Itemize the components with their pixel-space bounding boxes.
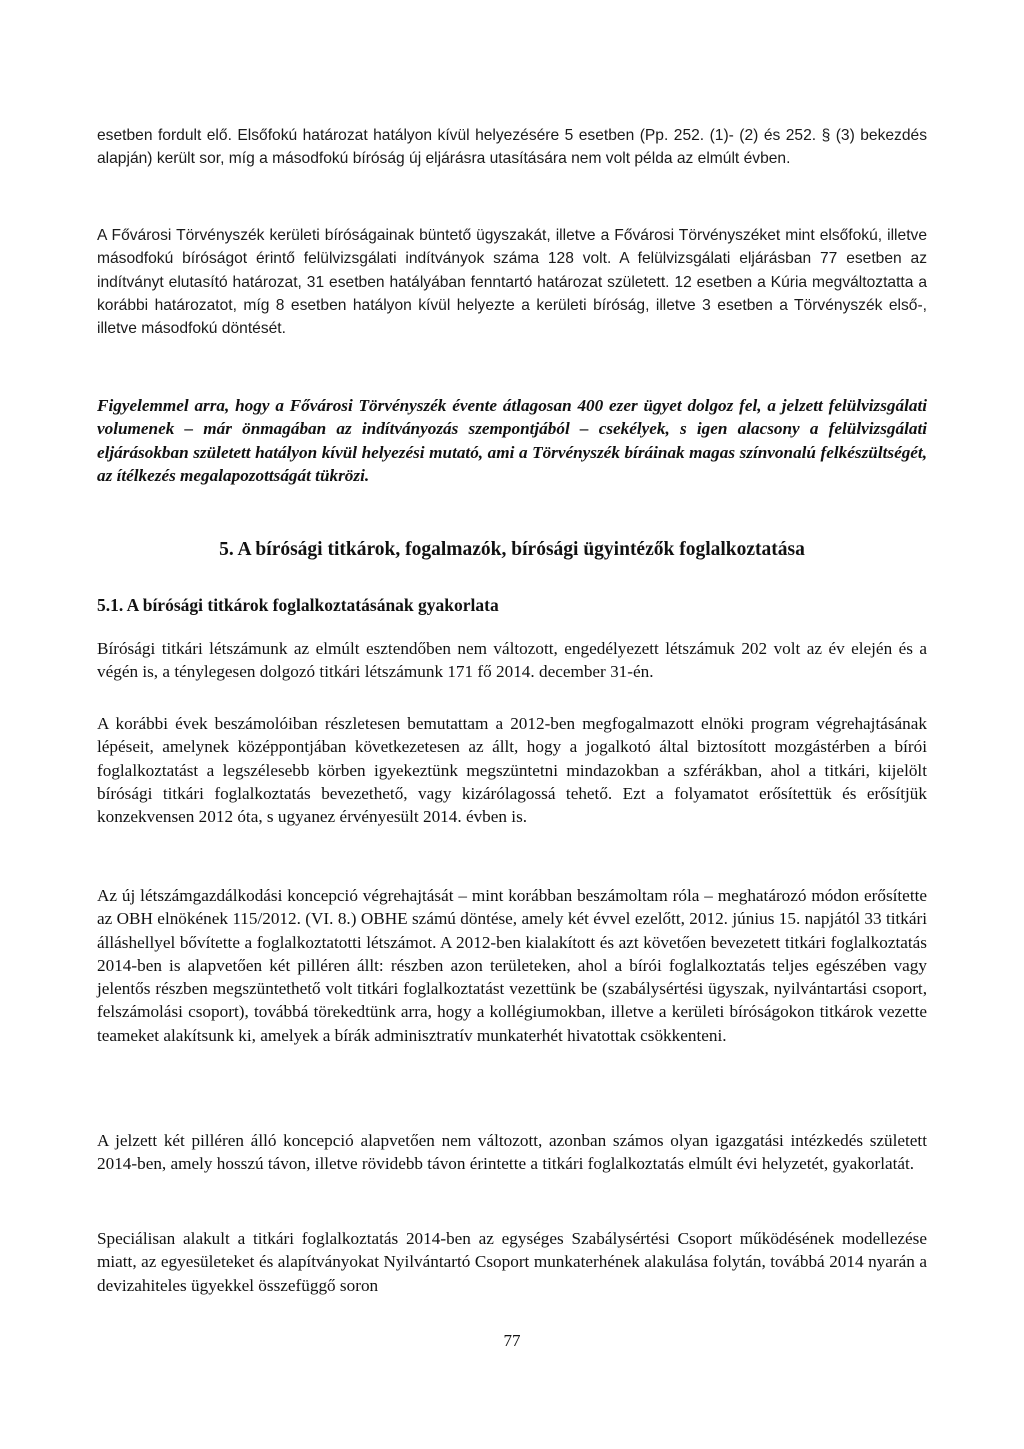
paragraph-presidential-program: A korábbi évek beszámolóiban részletesen bemutattam a 2012-ben megfogalmazott elnöki program végrehajtásának lépéseit, amelynek középpontjában következetesen az állt, hogy a jogalkotó által biztosított mozgástérben a bírói foglalkoztatást a legszélesebb körben igyekeztünk megszüntetni mindazokban a szférákban, ahol a titkári, kijelölt bírósági titkári foglalkoztatás bevezethető, vagy kizárólagossá tehető. Ezt a folyamatot erősítettük és erősítjük konzekvensen 2012 óta, s ugyanez érvényesült 2014. évben is.: [97, 714, 927, 827]
paragraph-review-motions-statistics: A Fővárosi Törvényszék kerületi bíróságainak büntető ügyszakát, illetve a Fővárosi Törvényszéket mint elsőfokú, illetve másodfokú bíróságot érintő felülvizsgálati indítványok száma 128 volt. A felülvizsgálati eljárásban 77 esetben az indítványt elutasító határozat, 31 esetben hatályában fenntartó határozat született. 12 esetben a Kúria megváltoztatta a korábbi határozatot, míg 8 esetben hatályon kívül helyezte a kerületi bíróság, illetve 3 esetben a Törvényszék első-, illetve másodfokú döntését.: [97, 227, 927, 338]
page-number: 77: [503, 1331, 521, 1350]
paragraph-emphasized-conclusion: Figyelemmel arra, hogy a Fővárosi Törvényszék évente átlagosan 400 ezer ügyet dolgoz fel, a jelzett felülvizsgálati volumenek – már önmagában az indítványozás szempontjából – csekélyek, s igen alacsony a felülvizsgálati eljárásokban született hatályon kívül helyezési mutató, ami a Törvényszék bíráinak magas színvonalú felkészültségét, az ítélkezés megalapozottságát tükrözi.: [97, 396, 927, 485]
paragraph-clerk-headcount: Bírósági titkári létszámunk az elmúlt esztendőben nem változott, engedélyezett létszámuk 202 volt az év elején és a végén is, a ténylegesen dolgozó titkári létszámunk 171 fő 2014. december 31-én.: [97, 639, 927, 682]
paragraph-two-pillar-concept: A jelzett két pilléren álló koncepció alapvetően nem változott, azonban számos olyan igazgatási intézkedés született 2014-ben, amely hosszú távon, illetve rövidebb távon érintette a titkári foglalkoztatás elmúlt évi helyzetét, gyakorlatát.: [97, 1131, 927, 1174]
paragraph-review-outcomes-continued: esetben fordult elő. Elsőfokú határozat hatályon kívül helyezésére 5 esetben (Pp. 252. (1)- (2) és 252. § (3) bekezdés alapján) került sor, míg a másodfokú bíróság új eljárásra utasítására nem volt példa az elmúlt évben.: [97, 127, 927, 168]
section-heading: 5.1. A bírósági titkárok foglalkoztatásának gyakorlata: [97, 595, 499, 615]
paragraph-staffing-concept: Az új létszámgazdálkodási koncepció végrehajtását – mint korábban beszámoltam róla – meghatározó módon erősítette az OBH elnökének 115/2012. (VI. 8.) OBHE számú döntése, amely két évvel ezelőtt, 2012. június 15. napjától 33 titkári álláshellyel bővítette a foglalkoztatotti létszámot. A 2012-ben kialakított és azt követően bevezetett titkári foglalkoztatás 2014-ben is alapvetően két pilléren állt: részben azon területeken, ahol a bírói foglalkoztatás teljes egészében vagy jelentős részben megszüntethető volt titkári foglalkoztatást vezettünk be (szabálysértési ügyszak, nyilvántartási csoport, felszámolási csoport), továbbá törekedtünk arra, hogy a kollégiumokban, illetve a kerületi bíróságokon titkárok vezette teameket alakítsunk ki, amelyek a bírák adminisztratív munkaterhét hivatottak csökkenteni.: [97, 886, 927, 1045]
paragraph-special-employment: Speciálisan alakult a titkári foglalkoztatás 2014-ben az egységes Szabálysértési Csoport működésének modellezése miatt, az egyesületeket és alapítványokat Nyilvántartó Csoport munkaterhének alakulása folytán, továbbá 2014 nyarán a devizahiteles ügyekkel összefüggő soron: [97, 1229, 927, 1295]
chapter-heading: 5. A bírósági titkárok, fogalmazók, bírósági ügyintézők foglalkoztatása: [219, 539, 805, 560]
